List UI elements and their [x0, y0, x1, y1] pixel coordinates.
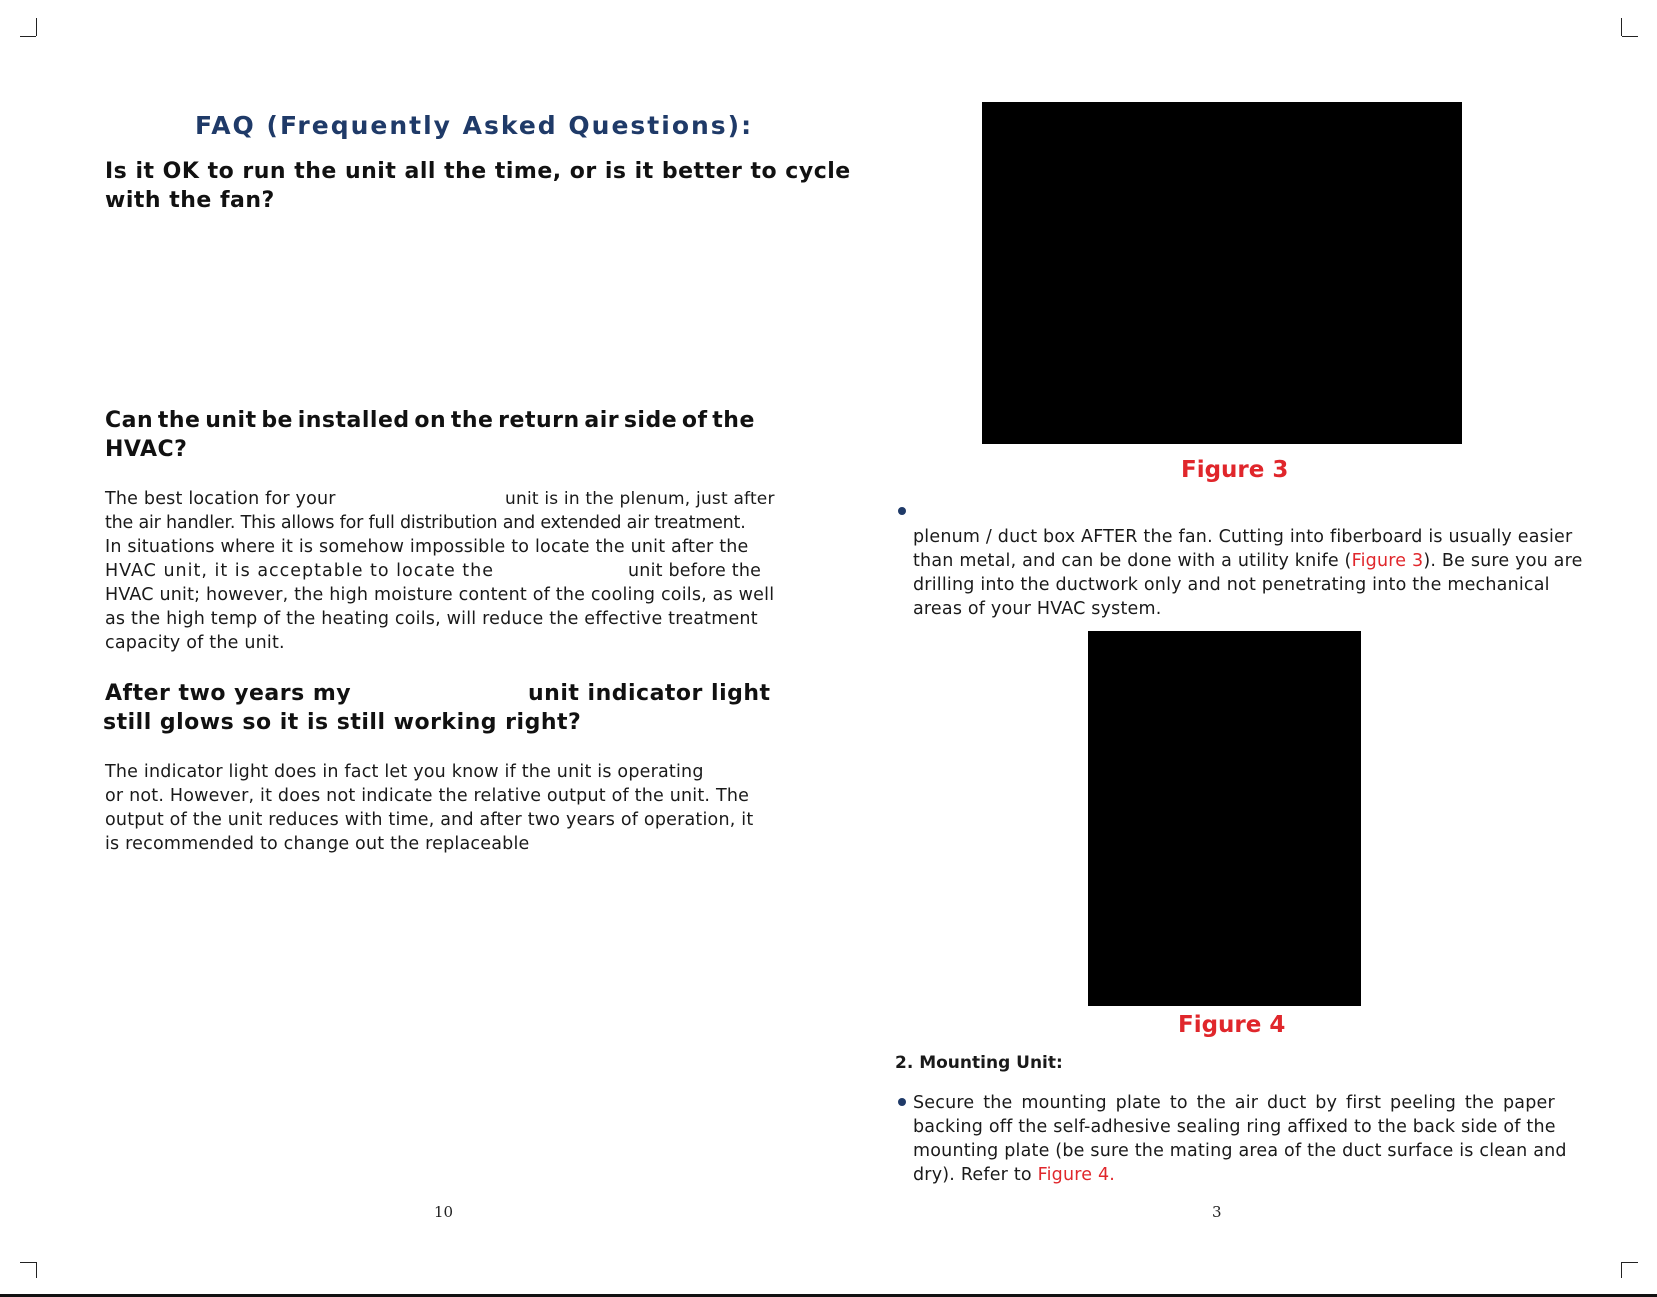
question-1-line-1: Is it OK to run the unit all the time, or is it better to cycle [105, 159, 851, 184]
answer-2-line-5: HVAC unit; however, the high moisture content of the cooling coils, as well [105, 585, 775, 605]
figure-4-link[interactable]: Figure 4. [1037, 1165, 1116, 1185]
bullet-icon [898, 507, 906, 515]
m-word: the [1464, 1093, 1495, 1113]
bullet-icon [898, 1098, 906, 1106]
q2-word: on [414, 408, 447, 433]
m-word: Secure [913, 1093, 975, 1113]
q2-word: be [261, 408, 293, 433]
install-line-2-text: than metal, and can be done with a utility knife ( [913, 551, 1352, 571]
install-line-1: plenum / duct box AFTER the fan. Cutting into fiberboard is usually easier [913, 527, 1573, 547]
mounting-line-3: mounting plate (be sure the mating area of the duct surface is clean and [913, 1141, 1567, 1161]
crop-mark-br-v [1621, 1262, 1622, 1278]
q2-word: the [450, 408, 494, 433]
m-word: air [1234, 1093, 1259, 1113]
figure-4-caption: Figure 4 [1178, 1012, 1286, 1038]
install-line-2 [913, 549, 1583, 573]
m-word: peeling [1390, 1093, 1456, 1113]
m-word: mounting [1021, 1093, 1107, 1113]
mounting-line-2: backing off the self-adhesive sealing ring affixed to the back side of the [913, 1117, 1556, 1137]
question-1-line-2: with the fan? [105, 188, 275, 213]
answer-2-line-6: as the high temp of the heating coils, will reduce the effective treatment [105, 609, 758, 629]
m-word: by [1315, 1093, 1338, 1113]
crop-mark-tr-h [1622, 36, 1638, 37]
answer-2-line-1b: unit is in the plenum, just after [505, 489, 775, 509]
m-word: first [1346, 1093, 1382, 1113]
question-3-line-1b: unit indicator light [528, 681, 771, 706]
figure-3-image [982, 102, 1462, 444]
install-line-4: areas of your HVAC system. [913, 599, 1162, 619]
answer-2-line-2: the air handler. This allows for full distribution and extended air treatment. [105, 513, 746, 533]
page-number-right: 3 [1212, 1203, 1222, 1221]
crop-mark-bl-v [36, 1262, 37, 1278]
crop-mark-br-h [1622, 1262, 1638, 1263]
q2-word: return [498, 408, 580, 433]
mounting-line-1 [913, 1091, 1555, 1115]
m-word: duct [1266, 1093, 1307, 1113]
question-3-line-1a: After two years my [105, 681, 352, 706]
m-word: the [983, 1093, 1013, 1113]
mounting-heading: 2. Mounting Unit: [895, 1053, 1063, 1073]
question-2-line-1 [105, 406, 755, 435]
q2-word: air [584, 408, 620, 433]
q2-word: the [712, 408, 755, 433]
mounting-line-4 [913, 1163, 1115, 1187]
mounting-line-4-text: dry). Refer to [913, 1165, 1038, 1185]
crop-mark-bl-h [20, 1262, 36, 1263]
question-3-line-2: still glows so it is still working right? [103, 710, 582, 735]
question-2-line-2: HVAC? [105, 437, 188, 462]
crop-mark-tl-v [36, 18, 37, 36]
q2-word: unit [205, 408, 257, 433]
m-word: to [1169, 1093, 1188, 1113]
answer-3-line-3: output of the unit reduces with time, and after two years of operation, it [105, 810, 754, 830]
answer-2-line-4b: unit before the [628, 561, 762, 581]
crop-mark-tr-v [1621, 18, 1622, 36]
m-word: paper [1502, 1093, 1555, 1113]
install-line-3: drilling into the ductwork only and not penetrating into the mechanical [913, 575, 1550, 595]
page-number-left: 10 [434, 1203, 454, 1221]
crop-mark-tl-h [20, 36, 36, 37]
q2-word: of [681, 408, 708, 433]
q2-word: installed [297, 408, 410, 433]
faq-title: FAQ (Frequently Asked Questions): [195, 111, 754, 140]
m-word: the [1196, 1093, 1226, 1113]
answer-3-line-4: is recommended to change out the replaceable [105, 834, 530, 854]
answer-2-line-1a: The best location for your [105, 489, 336, 509]
figure-4-image [1088, 631, 1361, 1006]
q2-word: the [157, 408, 201, 433]
q2-word: side [623, 408, 678, 433]
m-word: plate [1115, 1093, 1161, 1113]
figure-3-link[interactable]: Figure 3 [1351, 551, 1424, 571]
answer-2-line-3: In situations where it is somehow impossible to locate the unit after the [105, 537, 749, 557]
q2-word: Can [105, 408, 154, 433]
install-line-2-tail: ). Be sure you are [1423, 551, 1583, 571]
figure-3-caption: Figure 3 [1181, 457, 1289, 483]
answer-2-line-7: capacity of the unit. [105, 633, 285, 653]
answer-3-line-1: The indicator light does in fact let you know if the unit is operating [105, 762, 704, 782]
answer-2-line-4a: HVAC unit, it is acceptable to locate the [105, 561, 495, 581]
answer-3-line-2: or not. However, it does not indicate the relative output of the unit. The [105, 786, 750, 806]
